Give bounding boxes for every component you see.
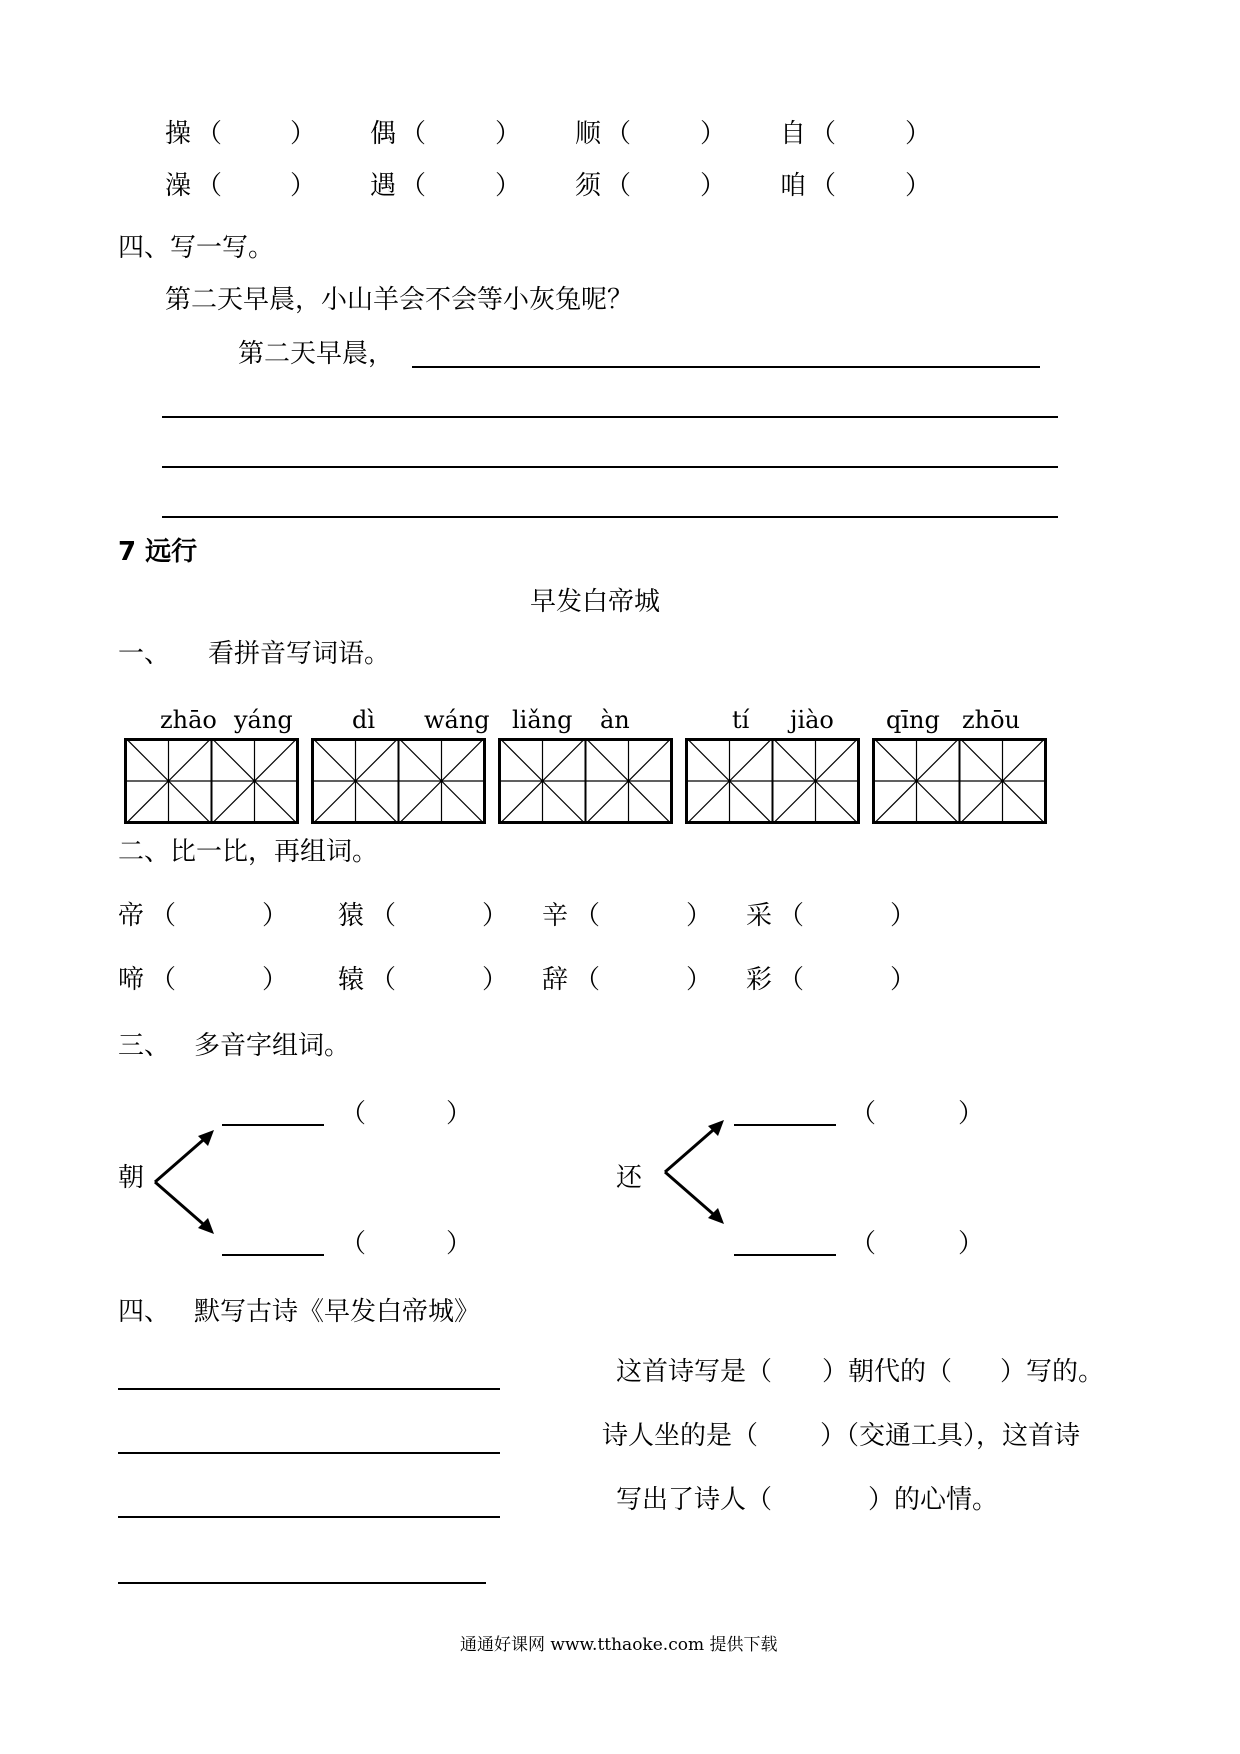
paren-close: ） [262, 901, 289, 931]
grid-pair-1[interactable] [126, 738, 298, 824]
paren-open: （ [850, 1229, 877, 1259]
paren-close: ） [495, 171, 522, 201]
writing-grid-row [124, 738, 1054, 824]
answer-line[interactable] [734, 1124, 836, 1126]
lesson-title: 7 远行 [118, 537, 198, 567]
footer-credit: 通通好课网 www.tthaoke.com 提供下载 [460, 1635, 778, 1655]
compare-char: 偶 [370, 119, 397, 149]
paren-open: （ [400, 119, 427, 149]
grid-pair-5[interactable] [874, 738, 1046, 824]
paren-open: （ [574, 901, 601, 931]
grid-pair-3[interactable] [500, 738, 672, 824]
pinyin: àn [600, 706, 630, 734]
compare-char: 澡 [165, 171, 192, 201]
paren-close: ） [482, 901, 509, 931]
compare-char: 自 [780, 119, 807, 149]
paren-open: （ [850, 1099, 877, 1129]
answer-line[interactable] [222, 1124, 324, 1126]
compare-char: 采 [746, 901, 773, 931]
compare-char: 咱 [780, 171, 807, 201]
paren-close: ） [958, 1229, 985, 1259]
grid-pair-4[interactable] [687, 738, 859, 824]
paren-open: （ [778, 965, 805, 995]
paren-close: ） [905, 119, 932, 149]
grid-pair-2[interactable] [313, 738, 485, 824]
paren-open: （ [810, 171, 837, 201]
compare-char: 操 [165, 119, 192, 149]
paren-open: （ [150, 965, 177, 995]
paren-open: （ [150, 901, 177, 931]
paren-close: ） [686, 901, 713, 931]
compare-char: 须 [575, 171, 602, 201]
section-number: 一、 [118, 639, 171, 669]
compare-char: 辛 [542, 901, 569, 931]
paren-close: ） [482, 965, 509, 995]
question-text: ）（交通工具），这首诗 [820, 1421, 1081, 1451]
pinyin: liǎng [512, 706, 573, 734]
section-label: 多音字组词。 [194, 1031, 351, 1061]
paren-open: （ [574, 965, 601, 995]
pinyin: wáng [424, 706, 490, 734]
pinyin: zhāo [160, 706, 217, 734]
section-heading: 二、比一比，再组词。 [118, 837, 379, 867]
paren-close: ） [890, 901, 917, 931]
compare-char: 辞 [542, 965, 569, 995]
answer-line[interactable] [162, 416, 1058, 418]
answer-line[interactable] [162, 466, 1058, 468]
compare-char: 辕 [338, 965, 365, 995]
question-text: 写出了诗人（ [616, 1485, 773, 1515]
paren-close: ） [446, 1229, 473, 1259]
pinyin: qīng [886, 706, 940, 734]
pinyin: dì [352, 706, 376, 734]
paren-open: （ [605, 119, 632, 149]
pinyin: yáng [234, 706, 293, 734]
answer-line[interactable] [412, 366, 1040, 368]
section-number: 四、 [118, 1297, 171, 1327]
paren-close: ） [890, 965, 917, 995]
compare-char: 猿 [338, 901, 365, 931]
paren-open: （ [810, 119, 837, 149]
branch-arrows-icon [660, 1114, 730, 1230]
paren-close: ） [262, 965, 289, 995]
paren-open: （ [370, 965, 397, 995]
question-text: 诗人坐的是（ [602, 1421, 759, 1451]
write-prompt: 第二天早晨， [238, 339, 395, 369]
paren-open: （ [605, 171, 632, 201]
section-label: 默写古诗《早发白帝城》 [194, 1297, 481, 1327]
polyphone-char: 还 [616, 1163, 643, 1193]
paren-close: ） [686, 965, 713, 995]
write-question: 第二天早晨，小山羊会不会等小灰兔呢？ [165, 285, 634, 315]
writing-grid[interactable] [124, 738, 1054, 824]
compare-char: 顺 [575, 119, 602, 149]
answer-line[interactable] [734, 1254, 836, 1256]
paren-close: ） [958, 1099, 985, 1129]
paren-close: ） [700, 119, 727, 149]
paren-close: ） [290, 119, 317, 149]
paren-open: （ [340, 1229, 367, 1259]
answer-line[interactable] [222, 1254, 324, 1256]
paren-close: ） [905, 171, 932, 201]
section-label: 看拼音写词语。 [208, 639, 391, 669]
paren-close: ） [446, 1099, 473, 1129]
paren-close: ） [700, 171, 727, 201]
question-text: 这首诗写是（ [616, 1357, 773, 1387]
question-text: ）的心情。 [868, 1485, 999, 1515]
question-text: ）写的。 [1000, 1357, 1105, 1387]
compare-char: 彩 [746, 965, 773, 995]
write-heading: 四、写一写。 [118, 233, 275, 263]
poem-answer-line[interactable] [118, 1452, 500, 1454]
polyphone-char: 朝 [118, 1163, 145, 1193]
branch-arrows-icon [150, 1124, 220, 1240]
paren-close: ） [495, 119, 522, 149]
answer-line[interactable] [162, 516, 1058, 518]
question-text: ）朝代的（ [822, 1357, 953, 1387]
compare-char: 啼 [118, 965, 145, 995]
compare-char: 帝 [118, 901, 145, 931]
paren-open: （ [196, 171, 223, 201]
poem-answer-line[interactable] [118, 1388, 500, 1390]
pinyin: tí [732, 706, 750, 734]
poem-title: 早发白帝城 [530, 587, 661, 617]
pinyin: jiào [790, 706, 834, 734]
paren-open: （ [778, 901, 805, 931]
poem-answer-line[interactable] [118, 1516, 500, 1518]
paren-open: （ [340, 1099, 367, 1129]
paren-open: （ [196, 119, 223, 149]
pinyin: zhōu [962, 706, 1021, 734]
paren-open: （ [370, 901, 397, 931]
compare-char: 遇 [370, 171, 397, 201]
paren-open: （ [400, 171, 427, 201]
paren-close: ） [290, 171, 317, 201]
poem-answer-line[interactable] [118, 1582, 486, 1584]
section-number: 三、 [118, 1031, 171, 1061]
